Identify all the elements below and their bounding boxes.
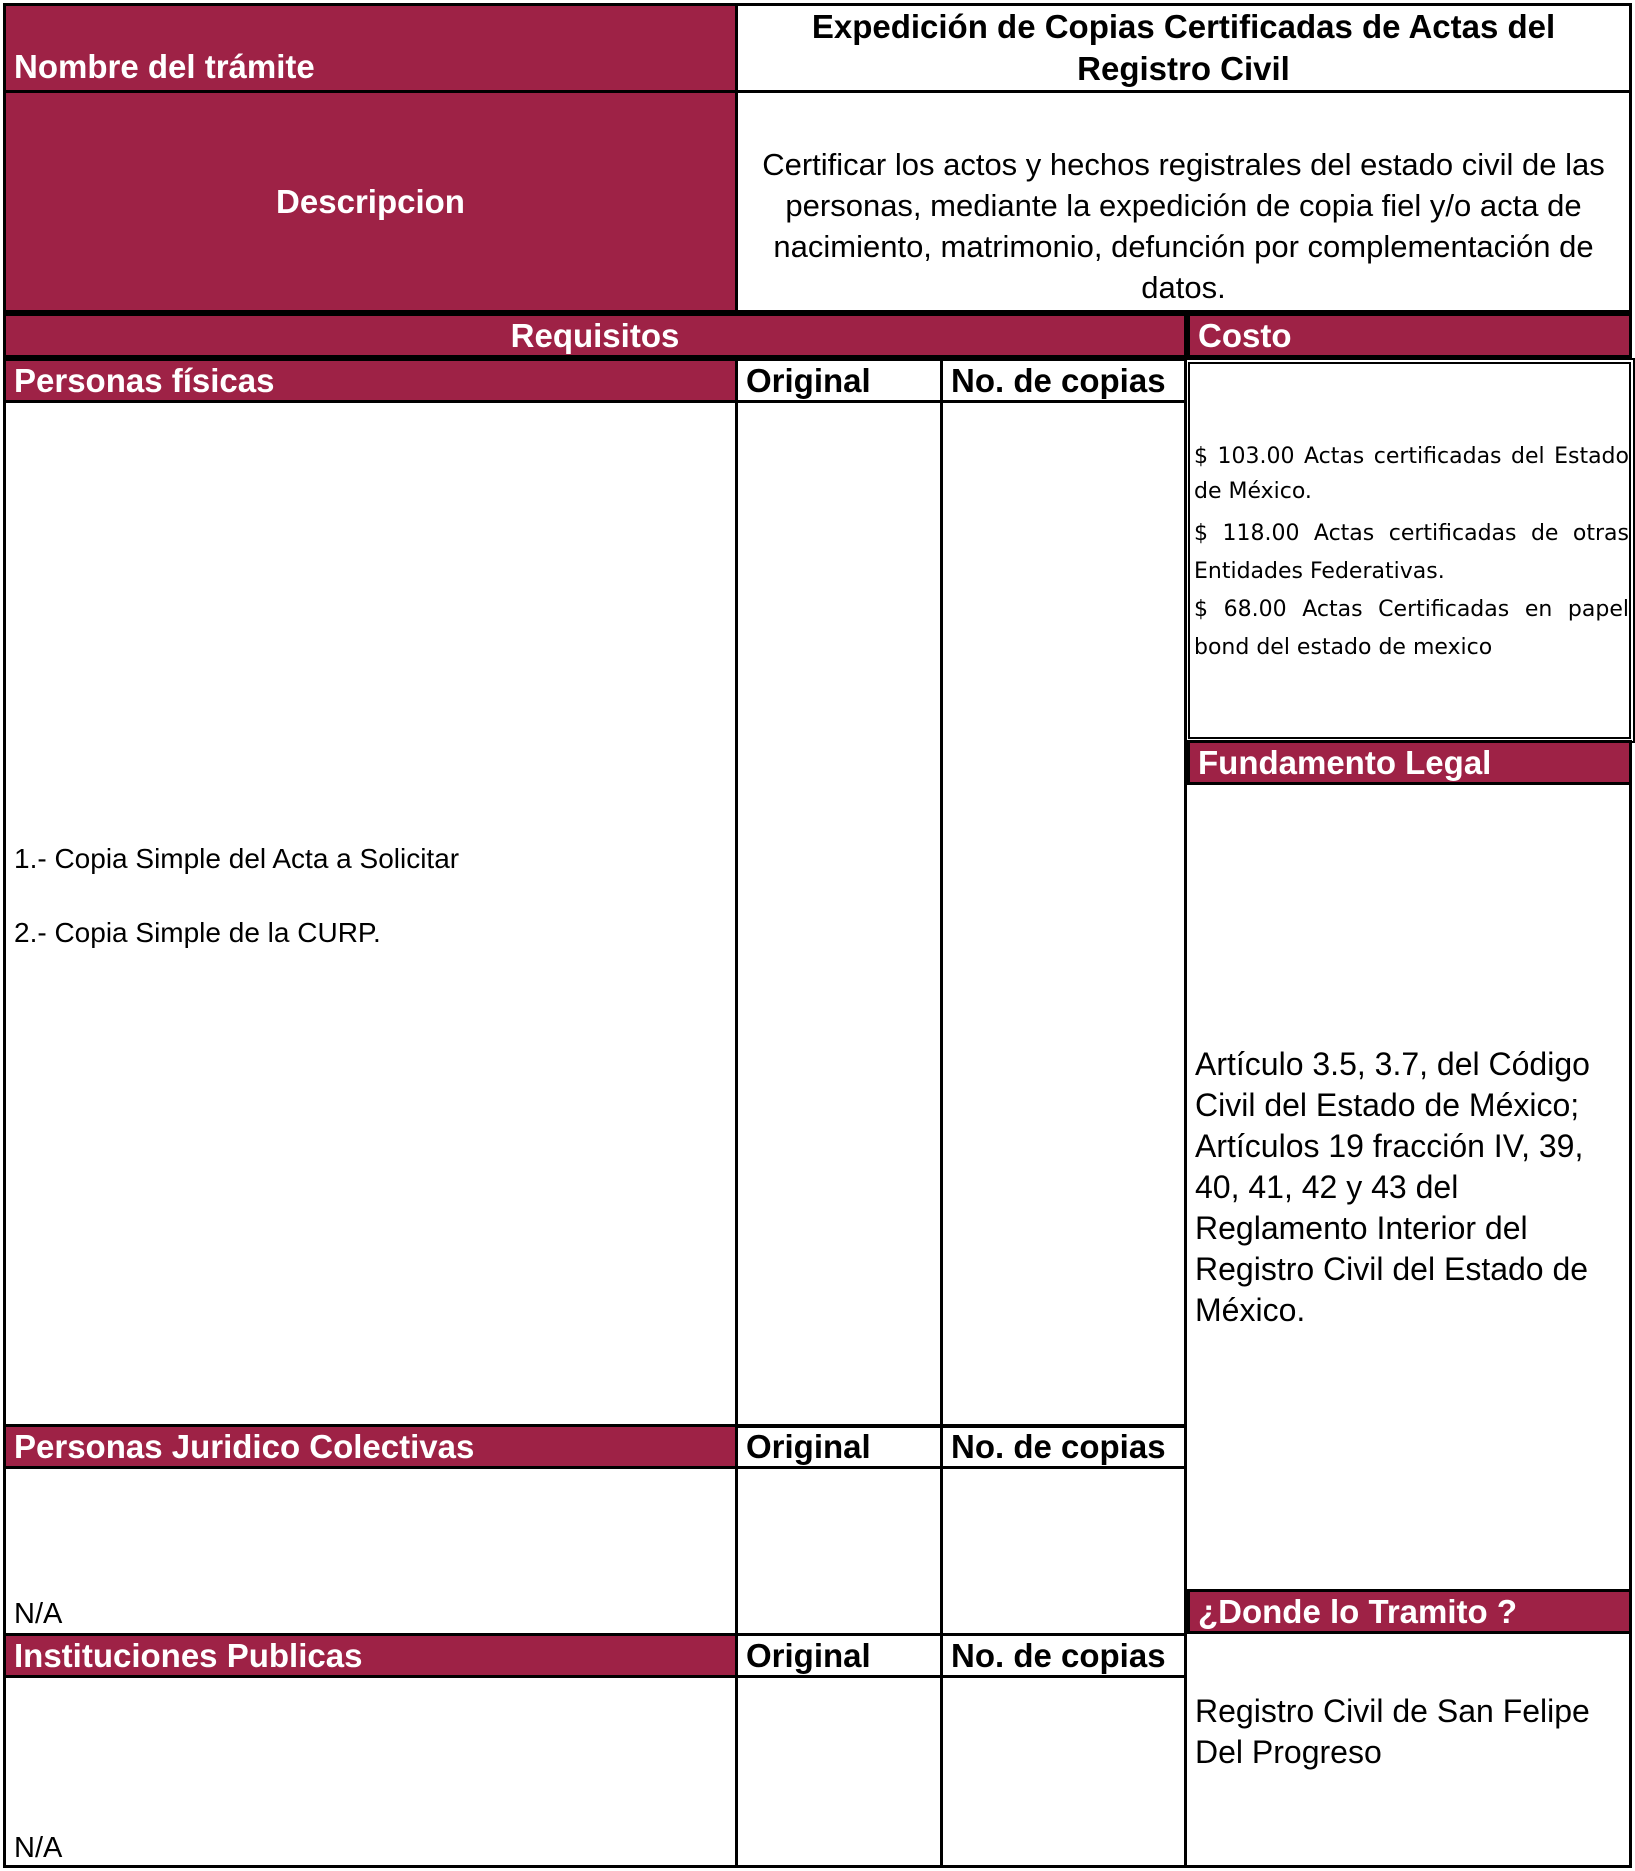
tramite-title: Expedición de Copias Certificadas de Actas del Registro Civil bbox=[811, 8, 1556, 87]
copias-label: No. de copias bbox=[951, 1427, 1166, 1465]
personas-juridicas-content bbox=[3, 1466, 738, 1636]
personas-juridicas-value: N/A bbox=[14, 1598, 63, 1630]
requisitos-title: Requisitos bbox=[510, 316, 680, 354]
costo-lines bbox=[1194, 439, 1629, 667]
costo-content bbox=[1184, 358, 1635, 743]
original-header-1 bbox=[735, 358, 943, 403]
donde-text: Registro Civil de San Felipe Del Progreso bbox=[1195, 1692, 1590, 1770]
copias-cell-1 bbox=[940, 400, 1187, 1428]
requisito-item-1: 1.- Copia Simple del Acta a Solicitar bbox=[14, 843, 460, 874]
copias-cell-2 bbox=[940, 1466, 1187, 1636]
original-label: Original bbox=[746, 361, 871, 399]
donde-title: ¿Donde lo Tramito ? bbox=[1198, 1592, 1517, 1630]
costo-line-1: $ 103.00 Actas certificadas del Estado de México. bbox=[1194, 444, 1629, 504]
descripcion-text: Certificar los actos y hechos registrales del estado civil de las personas, mediante la expedición de copia fiel y/o acta de nacimiento, matrimonio, defunción por complementación de datos. bbox=[762, 147, 1605, 305]
nombre-value-cell bbox=[735, 3, 1632, 93]
instituciones-value: N/A bbox=[14, 1832, 63, 1864]
instituciones-label: Instituciones Publicas bbox=[14, 1636, 363, 1674]
original-cell-3 bbox=[735, 1675, 943, 1868]
fundamento-content bbox=[1184, 782, 1632, 1592]
copias-header-2 bbox=[940, 1424, 1187, 1469]
costo-line-2: $ 118.00 Actas certificadas de otras Entidades Federativas. bbox=[1194, 521, 1629, 584]
original-cell-1 bbox=[735, 400, 943, 1428]
descripcion-label-cell bbox=[3, 90, 738, 313]
requisitos-header bbox=[3, 313, 1187, 358]
instituciones-content bbox=[3, 1675, 738, 1868]
copias-header-3 bbox=[940, 1633, 1187, 1678]
costo-line-3: $ 68.00 Actas Certificadas en papel bond del estado de mexico bbox=[1194, 597, 1629, 660]
original-header-2 bbox=[735, 1424, 943, 1469]
personas-juridicas-header bbox=[3, 1424, 738, 1469]
original-cell-2 bbox=[735, 1466, 943, 1636]
descripcion-value-cell bbox=[735, 90, 1632, 313]
original-header-3 bbox=[735, 1633, 943, 1678]
copias-label: No. de copias bbox=[951, 1636, 1166, 1674]
personas-fisicas-header bbox=[3, 358, 738, 403]
costo-header bbox=[1187, 313, 1632, 358]
personas-juridicas-label: Personas Juridico Colectivas bbox=[14, 1427, 475, 1465]
nombre-label: Nombre del trámite bbox=[14, 48, 315, 85]
costo-title: Costo bbox=[1198, 316, 1292, 354]
original-label: Original bbox=[746, 1636, 871, 1674]
fundamento-text: Artículo 3.5, 3.7, del Código Civil del Estado de México; Artículos 19 fracción IV, 39, 40, 41, 42 y 43 del Reglamento Interior del Registro Civil del Estado de México. bbox=[1195, 1045, 1590, 1328]
personas-fisicas-content bbox=[3, 400, 738, 1428]
copias-header-1 bbox=[940, 358, 1187, 403]
requisito-item-2: 2.- Copia Simple de la CURP. bbox=[14, 917, 381, 948]
fundamento-header bbox=[1187, 740, 1632, 785]
original-label: Original bbox=[746, 1427, 871, 1465]
personas-fisicas-label: Personas físicas bbox=[14, 361, 275, 399]
instituciones-header bbox=[3, 1633, 738, 1678]
donde-content bbox=[1184, 1631, 1632, 1868]
descripcion-label: Descripcion bbox=[276, 182, 465, 220]
nombre-label-cell bbox=[3, 3, 738, 93]
copias-label: No. de copias bbox=[951, 361, 1166, 399]
fundamento-title: Fundamento Legal bbox=[1198, 743, 1492, 781]
donde-header bbox=[1187, 1589, 1632, 1634]
copias-cell-3 bbox=[940, 1675, 1187, 1868]
